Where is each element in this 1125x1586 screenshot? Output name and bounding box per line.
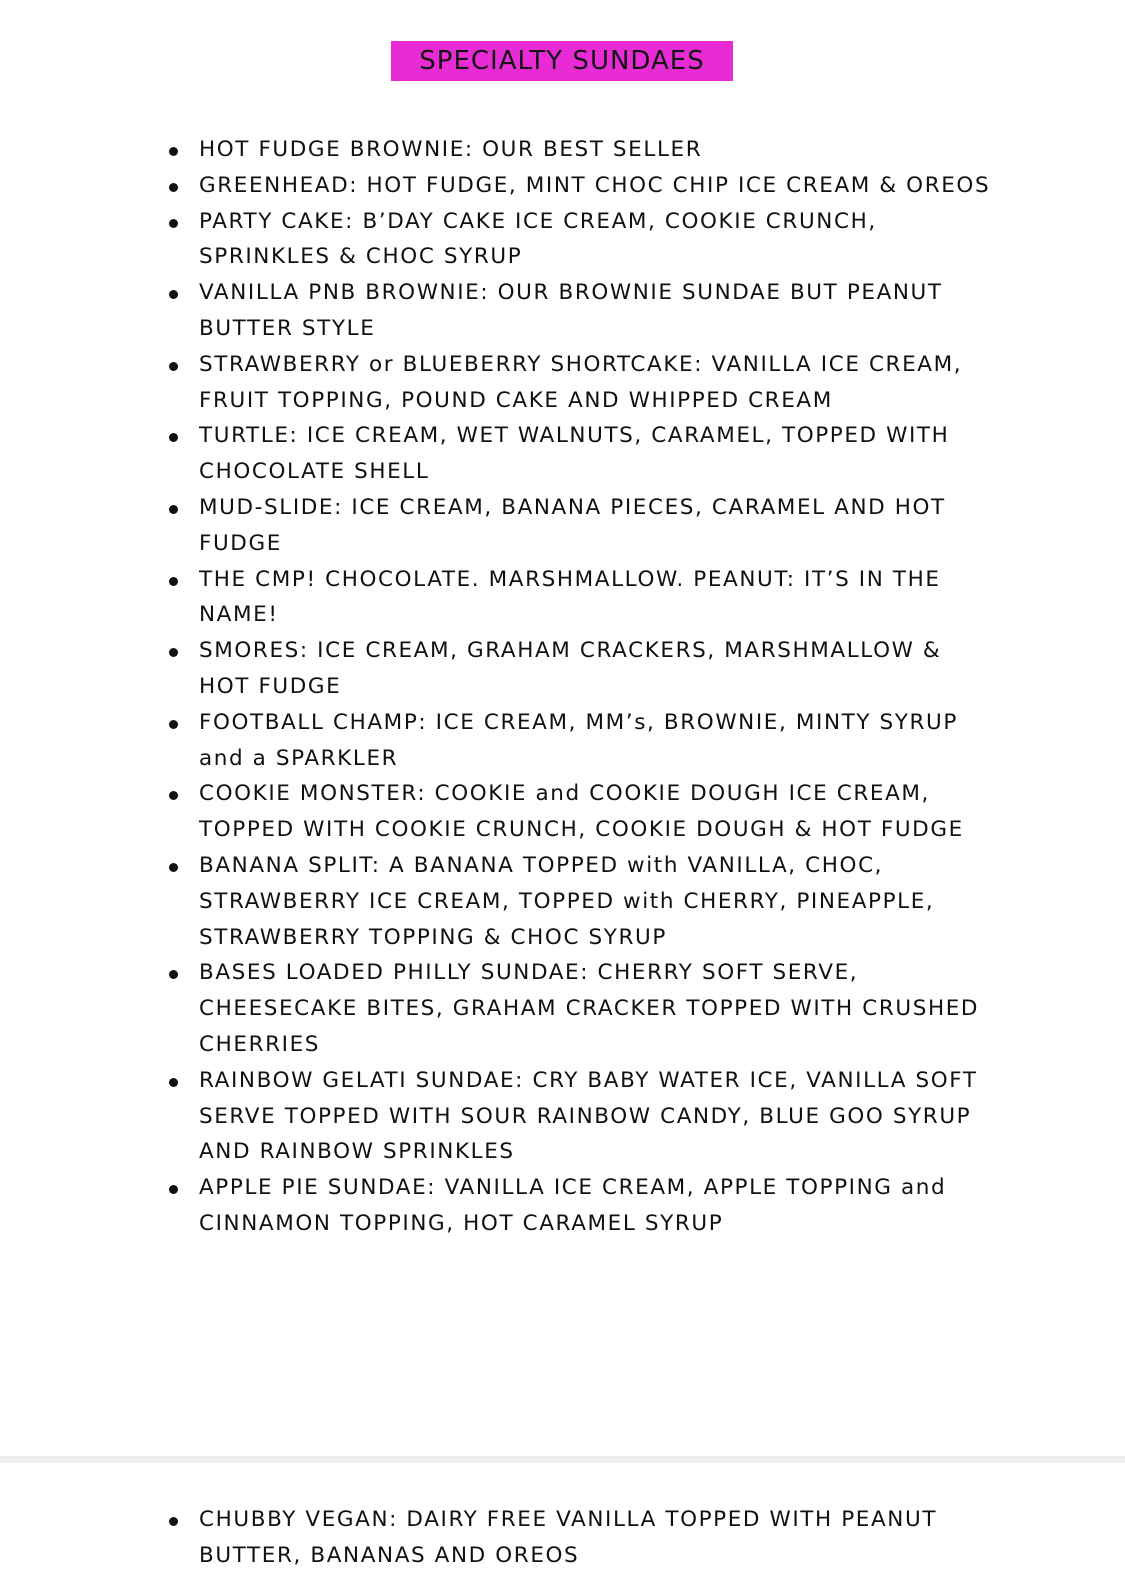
list-item-text: BANANA SPLIT: A BANANA TOPPED with VANILLA, CHOC, STRAWBERRY ICE CREAM, TOPPED with CHERRY, PINEAPPLE, STRAWBERRY TOPPING & CHOC SYRUP xyxy=(199,852,935,950)
bullet-icon xyxy=(169,648,178,657)
list-item xyxy=(0,490,999,562)
list-item-text: GREENHEAD: HOT FUDGE, MINT CHOC CHIP ICE CREAM & OREOS xyxy=(199,172,991,198)
list-item-text: STRAWBERRY or BLUEBERRY SHORTCAKE: VANILLA ICE CREAM, FRUIT TOPPING, POUND CAKE AND WHIPPED CREAM xyxy=(199,351,963,413)
bullet-icon xyxy=(169,433,178,442)
list-item xyxy=(0,132,999,168)
list-item xyxy=(0,1170,999,1242)
list-item-text: SMORES: ICE CREAM, GRAHAM CRACKERS, MARSHMALLOW & HOT FUDGE xyxy=(199,638,942,699)
list-item-text: TURTLE: ICE CREAM, WET WALNUTS, CARAMEL, TOPPED WITH CHOCOLATE SHELL xyxy=(199,423,950,485)
list-item xyxy=(0,776,999,848)
bullet-icon xyxy=(169,505,178,514)
sundae-list xyxy=(0,132,1125,1242)
list-item xyxy=(0,848,999,955)
list-item-text: FOOTBALL CHAMP: ICE CREAM, MM’s, BROWNIE, MINTY SYRUP and a SPARKLER xyxy=(199,709,958,771)
bullet-icon xyxy=(169,863,178,872)
list-item-text: MUD-SLIDE: ICE CREAM, BANANA PIECES, CARAMEL AND HOT FUDGE xyxy=(199,494,946,556)
list-item xyxy=(0,562,999,634)
list-item-text: THE CMP! CHOCOLATE. MARSHMALLOW. PEANUT: IT’S IN THE NAME! xyxy=(199,566,941,628)
list-item xyxy=(0,955,999,1062)
list-item xyxy=(0,1502,999,1574)
list-item xyxy=(0,168,999,204)
list-item xyxy=(0,275,999,347)
list-item xyxy=(0,347,999,419)
bullet-icon xyxy=(169,720,178,729)
bullet-icon xyxy=(169,219,178,228)
list-item-text: RAINBOW GELATI SUNDAE: CRY BABY WATER ICE, VANILLA SOFT SERVE TOPPED WITH SOUR RAINBOW CANDY, BLUE GOO SYRUP AND RAINBOW SPRINKLES xyxy=(199,1067,978,1165)
list-item xyxy=(0,418,999,490)
page-separator xyxy=(0,1456,1125,1463)
list-item-text: APPLE PIE SUNDAE: VANILLA ICE CREAM, APPLE TOPPING and CINNAMON TOPPING, HOT CARAMEL SYRUP xyxy=(199,1175,947,1236)
list-item xyxy=(0,204,999,276)
bullet-icon xyxy=(169,362,178,371)
page-title: SPECIALTY SUNDAES xyxy=(391,41,733,81)
list-item xyxy=(0,705,999,777)
bullet-icon xyxy=(169,1078,178,1087)
list-item-text: VANILLA PNB BROWNIE: OUR BROWNIE SUNDAE BUT PEANUT BUTTER STYLE xyxy=(199,280,943,341)
bullet-icon xyxy=(169,147,178,156)
bullet-icon xyxy=(169,970,178,979)
bullet-icon xyxy=(169,183,178,192)
list-item xyxy=(0,633,999,705)
bullet-icon xyxy=(169,1517,178,1526)
bullet-icon xyxy=(169,290,178,299)
bullet-icon xyxy=(169,791,178,800)
vegan-list xyxy=(0,1502,1125,1574)
list-item xyxy=(0,1063,999,1170)
bullet-icon xyxy=(169,1185,178,1194)
list-item-text: HOT FUDGE BROWNIE: OUR BEST SELLER xyxy=(199,137,703,162)
list-item-text: BASES LOADED PHILLY SUNDAE: CHERRY SOFT SERVE, CHEESECAKE BITES, GRAHAM CRACKER TOPPED WITH CRUSHED CHERRIES xyxy=(199,960,980,1057)
list-item-text: CHUBBY VEGAN: DAIRY FREE VANILLA TOPPED WITH PEANUT BUTTER, BANANAS AND OREOS xyxy=(199,1507,938,1568)
bullet-icon xyxy=(169,577,178,586)
list-item-text: PARTY CAKE: B’DAY CAKE ICE CREAM, COOKIE CRUNCH, SPRINKLES & CHOC SYRUP xyxy=(199,208,877,270)
list-item-text: COOKIE MONSTER: COOKIE and COOKIE DOUGH ICE CREAM, TOPPED WITH COOKIE CRUNCH, COOKIE DOUGH & HOT FUDGE xyxy=(199,781,964,843)
